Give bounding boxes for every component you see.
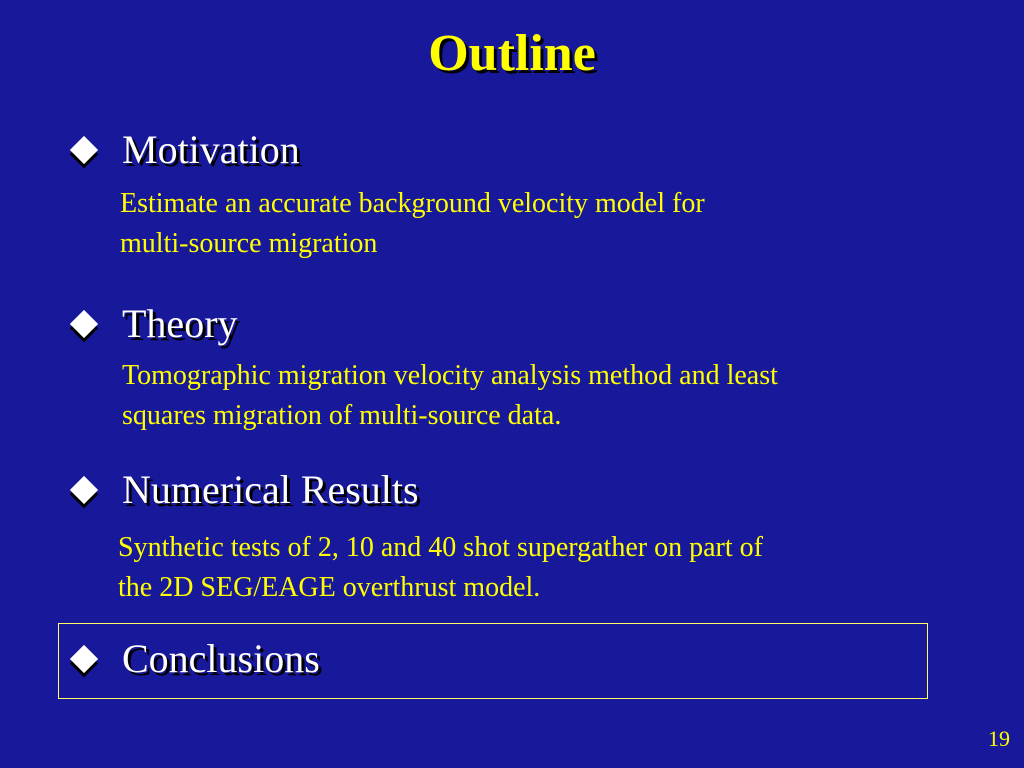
slide-title: Outline: [428, 25, 596, 82]
page-number: 19: [988, 726, 1010, 751]
diamond-bullet-icon: [70, 136, 98, 164]
section-detail-line: Estimate an accurate background velocity model for: [120, 188, 705, 219]
section-detail-line: squares migration of multi-source data.: [122, 400, 562, 431]
section-heading: Motivation: [122, 127, 300, 172]
section-detail-line: Synthetic tests of 2, 10 and 40 shot supergather on part of: [118, 532, 763, 563]
section-detail-line: the 2D SEG/EAGE overthrust model.: [118, 572, 541, 603]
section-numerical-results: [66, 466, 419, 514]
section-motivation: [66, 126, 300, 174]
section-detail-line: Tomographic migration velocity analysis method and least: [122, 360, 778, 391]
diamond-bullet-icon: [70, 476, 98, 504]
section-detail-line: multi-source migration: [120, 228, 378, 259]
section-heading: Numerical Results: [122, 467, 419, 512]
section-heading: Theory: [122, 301, 238, 346]
diamond-bullet-icon: [70, 310, 98, 338]
section-heading: Conclusions: [122, 636, 320, 681]
diamond-bullet-icon: [70, 645, 98, 673]
section-theory: [66, 300, 238, 348]
section-conclusions: [66, 635, 320, 683]
